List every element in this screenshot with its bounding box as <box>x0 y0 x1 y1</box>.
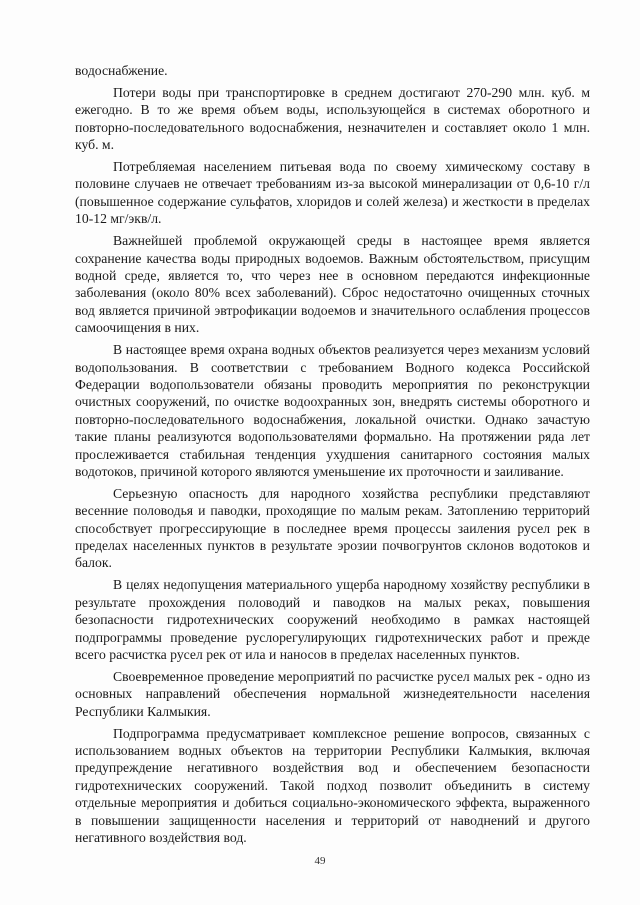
paragraph: Подпрограмма предусматривает комплексное решение вопросов, связанных с использованием водных объектов на территории Республики Калмыкия, включая предупреждение негативного воздействия вод и обеспечением безопасности гидротехнических сооружений. Такой подход позволит объединить в систему отдельные мероприятия и добиться социально-экономического эффекта, выраженного в повышении защищенности населения и территорий от наводнений и другого негативного воздействия вод. <box>75 725 590 846</box>
paragraph: Своевременное проведение мероприятий по расчистке русел малых рек - одно из основных направлений обеспечения нормальной жизнедеятельности населения Республики Калмыкия. <box>75 668 590 719</box>
paragraph: Потребляемая населением питьевая вода по своему химическому составу в половине случаев не отвечает требованиям из-за высокой минерализации от 0,6-10 г/л (повышенное содержание сульфатов, хлоридов и солей железа) и жесткости в пределах 10-12 мг/экв/л. <box>75 159 590 227</box>
paragraph: Серьезную опасность для народного хозяйства республики представляют весенние половодья и паводки, проходящие по малым рекам. Затоплению территорий способствует прогрессирующие в последнее время процессы заиления русел рек в пределах населенных пунктов в результате эрозии почвогрунтов склонов водотоков и балок. <box>75 485 590 571</box>
body-text <box>75 62 590 851</box>
paragraph: Важнейшей проблемой окружающей среды в настоящее время является сохранение качества воды природных водоемов. Важным обстоятельством, присущим водной среде, является то, что через нее в основном передаются инфекционные заболевания (около 80% всех заболеваний). Сброс недостаточно очищенных сточных вод является причиной эвтрофикации водоемов и значительного ослабления процессов самоочищения в них. <box>75 233 590 336</box>
paragraph: В целях недопущения материального ущерба народному хозяйству республики в результате прохождения половодий и паводков на малых реках, повышения безопасности гидротехнических сооружений необходимо в рамках настоящей подпрограммы проведение руслорегулирующих гидротехнических работ и прежде всего расчистка русел рек от ила и наносов в пределах населенных пунктов. <box>75 577 590 662</box>
paragraph: водоснабжение. <box>75 63 168 78</box>
paragraph: Потери воды при транспортировке в среднем достигают 270-290 млн. куб. м ежегодно. В то же время объем воды, использующейся в системах оборотного и повторно-последовательного водоснабжения, незначителен и составляет около 1 млн. куб. м. <box>75 84 590 153</box>
page-number: 49 <box>314 855 326 867</box>
paragraph: В настоящее время охрана водных объектов реализуется через механизм условий водопользования. В соответствии с требованием Водного кодекса Российской Федерации водопользователи обязаны проводить мероприятия по реконструкции очистных сооружений, по очистке водоохранных зон, внедрять системы оборотного и повторно-последовательного водоснабжения, локальной очистки. Однако зачастую такие планы реализуются водопользователями формально. На протяжении ряда лет прослеживается стабильная тенденция ухудшения санитарного состояния малых водотоков, причиной которого являются уменьшение их проточности и заиливание. <box>75 342 590 479</box>
